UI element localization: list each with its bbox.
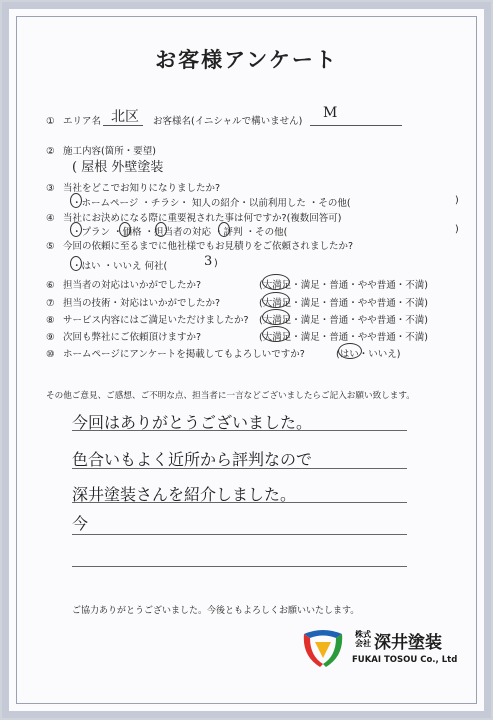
answer-circle	[155, 222, 167, 237]
area-answer: 北区	[111, 109, 139, 125]
answer-circle	[338, 343, 362, 359]
question-label: 担当の技術・対応はいかがでしたか?	[63, 298, 221, 309]
thanks-text: ご協力ありがとうございました。今後ともよろしくお願いいたします。	[72, 606, 360, 616]
question-label: ホームページにアンケートを掲載してもよろしいですか?	[63, 349, 305, 360]
question-label: 当社をどこでお知りになりましたか?	[63, 183, 221, 194]
question-number: ①	[46, 116, 55, 127]
question-number: ⑨	[46, 332, 55, 343]
answer-circle	[70, 222, 82, 237]
company-logo-icon	[300, 628, 346, 668]
question-number: ⑤	[46, 241, 55, 252]
page-title: お客様アンケート	[155, 48, 338, 72]
company-type: 株式 会社	[355, 630, 371, 648]
company-english-name: FUKAI TOSOU Co., Ltd	[352, 655, 458, 665]
question-label: エリア名	[63, 116, 102, 127]
q6-scale: (大満足・満足・普通・やや普通・不満)	[259, 280, 428, 291]
comment-line-1: 今回はありがとうございました。	[72, 413, 313, 432]
answer-circle	[70, 193, 82, 208]
q5-close: )	[214, 258, 218, 269]
answer-circle	[262, 309, 290, 325]
question-1	[46, 113, 101, 127]
question-number: ④	[46, 213, 55, 224]
question-label: 当社にお決めになる際に重要視された事は何ですか?(複数回答可)	[63, 213, 342, 224]
area-underline	[103, 125, 143, 126]
comment-line-3: 深井塗装さんを紹介しました。	[72, 485, 297, 504]
answer-circle	[119, 222, 131, 237]
q4-options: ・プラン ・価格 ・担当者の対応 ・評判 ・その他(	[72, 227, 288, 238]
question-number: ③	[46, 183, 55, 194]
answer-circle	[70, 256, 82, 271]
ruled-line	[72, 534, 407, 535]
question-10	[46, 346, 305, 360]
company-name: 深井塗装	[374, 633, 442, 653]
name-label: お客様名(イニシャルで構いません)	[153, 116, 303, 127]
ruled-line	[72, 502, 407, 503]
question-label: 今回の依頼に至るまでに他社様でもお見積りをご依頼されましたか?	[63, 241, 354, 252]
q4-close: )	[455, 224, 459, 235]
comment-prompt: その他ご意見、ご感想、ご不明な点、担当者に一言などございましたらご記入お願い致します。	[46, 391, 415, 401]
question-7	[46, 295, 220, 309]
question-2	[46, 143, 156, 157]
question-6	[46, 277, 201, 291]
name-underline	[310, 125, 402, 126]
comment-line-4: 今	[72, 514, 89, 533]
question-label: 担当者の対応はいかがでしたか?	[63, 280, 202, 291]
question-number: ⑩	[46, 349, 55, 360]
q3-close: )	[455, 195, 459, 206]
question-number: ⑦	[46, 298, 55, 309]
name-answer: M	[323, 105, 338, 121]
q3-options: ・ホームページ ・チラシ・ 知人の紹介・以前利用した ・その他(	[72, 198, 351, 209]
question-number: ⑥	[46, 280, 55, 291]
work-answer: ( 屋根 外壁塗装	[72, 160, 164, 175]
q5-options: ・はい ・いいえ 何社(	[72, 261, 168, 272]
q9-scale: (大満足・満足・普通・やや普通・不満)	[259, 332, 428, 343]
answer-circle	[262, 292, 290, 308]
question-4	[46, 210, 342, 224]
question-3	[46, 180, 220, 194]
question-label: 次回も弊社にご依頼頂けますか?	[63, 332, 202, 343]
answer-circle	[218, 222, 230, 237]
ruled-line	[72, 430, 407, 431]
question-8	[46, 312, 249, 326]
q7-scale: (大満足・満足・普通・やや普通・不満)	[259, 298, 428, 309]
q8-scale: (大満足・満足・普通・やや普通・不満)	[259, 315, 428, 326]
ruled-line	[72, 468, 407, 469]
q5-count: 3	[204, 254, 213, 269]
question-5	[46, 238, 353, 252]
question-label: 施工内容(箇所・要望)	[63, 146, 156, 157]
question-label: サービス内容にはご満足いただけましたか?	[63, 315, 249, 326]
q10-scale: (はい・いいえ)	[336, 349, 401, 360]
answer-circle	[262, 326, 290, 342]
question-number: ⑧	[46, 315, 55, 326]
question-9	[46, 329, 201, 343]
comment-line-2: 色合いもよく近所から評判なので	[72, 450, 313, 469]
question-number: ②	[46, 146, 55, 157]
answer-circle	[262, 274, 290, 290]
ruled-line	[72, 566, 407, 567]
